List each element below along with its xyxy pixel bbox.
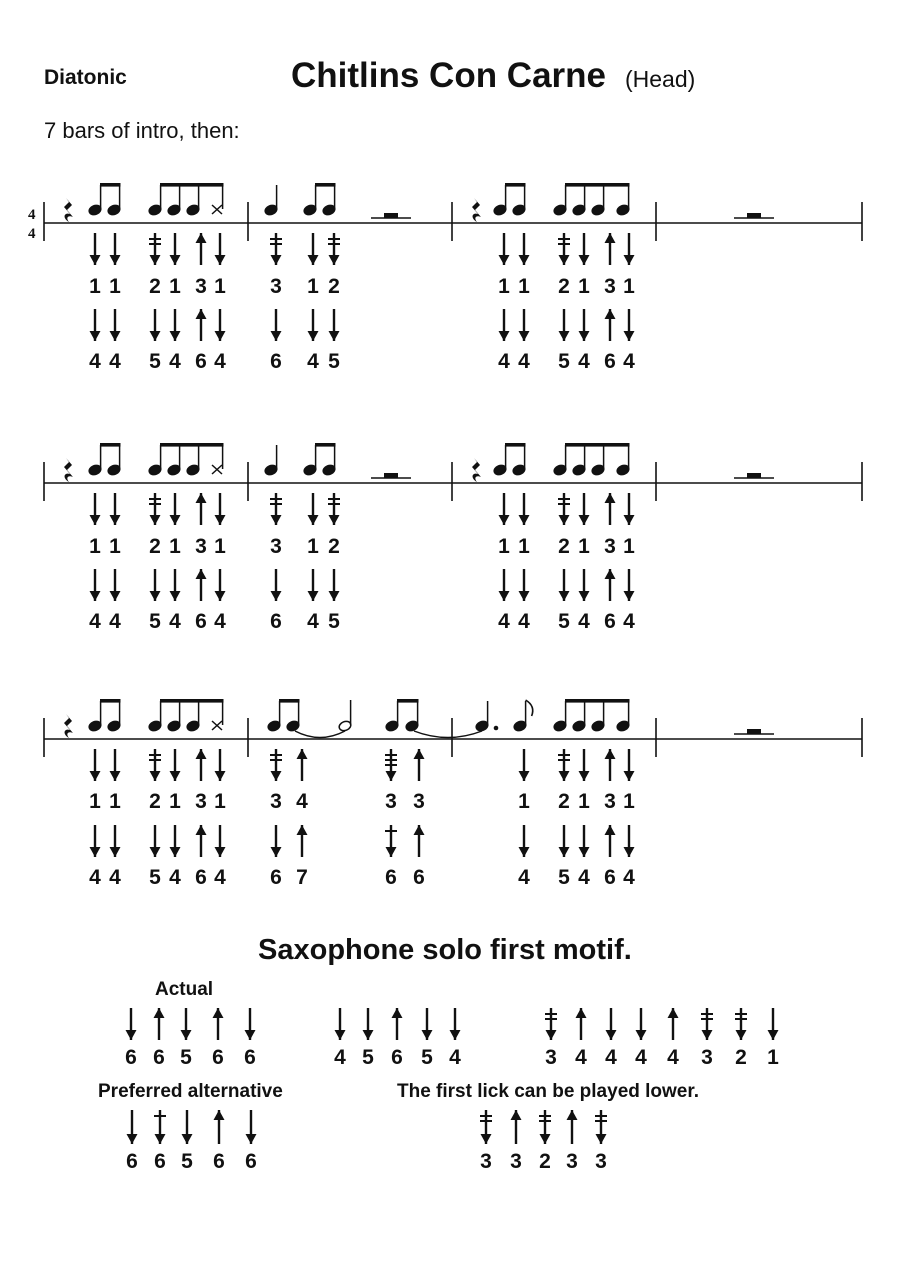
tab-arrows bbox=[90, 233, 779, 1144]
tab-number: 3 bbox=[413, 790, 425, 813]
draw-arrow bbox=[308, 569, 319, 601]
solo-tab-number: 6 bbox=[154, 1150, 166, 1173]
tab-number: 4 bbox=[109, 350, 121, 373]
tab-number: 1 bbox=[89, 275, 101, 298]
tab-number: 3 bbox=[270, 535, 282, 558]
draw-arrow bbox=[110, 825, 121, 857]
tab-number: 4 bbox=[518, 866, 530, 889]
tab-number: 3 bbox=[604, 790, 616, 813]
draw-arrow bbox=[170, 493, 181, 525]
tab-number: 4 bbox=[578, 350, 590, 373]
draw-arrow bbox=[335, 1008, 346, 1040]
note-beam bbox=[100, 443, 121, 447]
note-beam bbox=[505, 443, 526, 447]
draw-arrow-bend-2 bbox=[558, 749, 570, 781]
solo-heading: Saxophone solo first motif. bbox=[258, 934, 632, 966]
solo-tab-number: 5 bbox=[421, 1046, 433, 1069]
draw-arrow bbox=[90, 569, 101, 601]
quarter-rest bbox=[472, 458, 481, 482]
tab-number: 7 bbox=[296, 866, 308, 889]
draw-arrow-bend-2 bbox=[270, 493, 282, 525]
tab-number: 4 bbox=[623, 866, 635, 889]
draw-arrow-bend-2 bbox=[328, 493, 340, 525]
draw-arrow bbox=[579, 493, 590, 525]
tab-number: 4 bbox=[89, 866, 101, 889]
note-beam bbox=[160, 699, 224, 703]
quarter-rest bbox=[64, 198, 73, 222]
draw-arrow bbox=[624, 493, 635, 525]
draw-arrow bbox=[636, 1008, 647, 1040]
draw-arrow bbox=[126, 1008, 137, 1040]
note-beam bbox=[565, 443, 630, 447]
draw-arrow bbox=[519, 749, 530, 781]
draw-arrow-bend-2 bbox=[545, 1008, 557, 1040]
tab-number: 4 bbox=[578, 610, 590, 633]
blow-arrow bbox=[196, 309, 207, 341]
tab-number: 1 bbox=[169, 790, 181, 813]
note-beam bbox=[315, 443, 336, 447]
draw-arrow bbox=[422, 1008, 433, 1040]
draw-arrow bbox=[90, 493, 101, 525]
note-beam bbox=[315, 183, 336, 187]
blow-arrow bbox=[511, 1110, 522, 1144]
draw-arrow bbox=[768, 1008, 779, 1040]
solo-tab-number: 4 bbox=[635, 1046, 647, 1069]
tab-number: 1 bbox=[623, 275, 635, 298]
draw-arrow bbox=[271, 825, 282, 857]
bar-rest bbox=[747, 729, 761, 734]
intro-text: 7 bars of intro, then: bbox=[44, 118, 240, 143]
blow-arrow bbox=[605, 569, 616, 601]
tab-number: 2 bbox=[149, 275, 161, 298]
tab-number: 1 bbox=[89, 790, 101, 813]
draw-arrow bbox=[215, 233, 226, 265]
blow-arrow bbox=[605, 749, 616, 781]
tab-number: 3 bbox=[195, 275, 207, 298]
tab-number: 4 bbox=[623, 610, 635, 633]
tab-number: 1 bbox=[623, 535, 635, 558]
blow-arrow bbox=[414, 749, 425, 781]
solo-tab-number: 4 bbox=[449, 1046, 461, 1069]
time-signature-bottom: 4 bbox=[28, 226, 36, 242]
solo-tab-number: 4 bbox=[575, 1046, 587, 1069]
quarter-rest bbox=[64, 714, 73, 738]
note-beam bbox=[100, 183, 121, 187]
tab-number: 1 bbox=[214, 790, 226, 813]
draw-arrow-bend-1 bbox=[154, 1110, 166, 1144]
note-beam bbox=[100, 699, 121, 703]
tab-number: 4 bbox=[169, 350, 181, 373]
tie bbox=[414, 731, 482, 738]
draw-arrow bbox=[110, 493, 121, 525]
preferred-alternative-label: Preferred alternative bbox=[98, 1081, 283, 1102]
draw-arrow-bend-2 bbox=[701, 1008, 713, 1040]
tab-number: 1 bbox=[578, 275, 590, 298]
tab-number: 1 bbox=[498, 535, 510, 558]
blow-arrow bbox=[605, 233, 616, 265]
draw-arrow bbox=[624, 825, 635, 857]
tab-number: 3 bbox=[270, 275, 282, 298]
draw-arrow bbox=[90, 309, 101, 341]
solo-tab-number: 4 bbox=[334, 1046, 346, 1069]
draw-arrow bbox=[170, 309, 181, 341]
solo-tab-number: 3 bbox=[510, 1150, 522, 1173]
draw-arrow bbox=[519, 569, 530, 601]
draw-arrow bbox=[215, 825, 226, 857]
solo-tab-number: 6 bbox=[391, 1046, 403, 1069]
draw-arrow bbox=[127, 1110, 138, 1144]
solo-tab-number: 3 bbox=[480, 1150, 492, 1173]
solo-tab-number: 4 bbox=[667, 1046, 679, 1069]
draw-arrow bbox=[150, 309, 161, 341]
draw-arrow bbox=[90, 825, 101, 857]
blow-arrow bbox=[605, 825, 616, 857]
draw-arrow-bend-1 bbox=[385, 825, 397, 857]
draw-arrow bbox=[271, 309, 282, 341]
tab-number: 1 bbox=[578, 535, 590, 558]
draw-arrow bbox=[579, 825, 590, 857]
tab-number: 6 bbox=[604, 350, 616, 373]
tab-number: 5 bbox=[328, 610, 340, 633]
tab-number: 1 bbox=[307, 535, 319, 558]
tab-number: 1 bbox=[518, 790, 530, 813]
draw-arrow bbox=[579, 569, 590, 601]
time-signature-top: 4 bbox=[28, 207, 36, 223]
draw-arrow bbox=[559, 569, 570, 601]
tab-number: 4 bbox=[109, 866, 121, 889]
draw-arrow bbox=[215, 749, 226, 781]
draw-arrow-bend-2 bbox=[558, 233, 570, 265]
draw-arrow bbox=[579, 749, 590, 781]
blow-arrow bbox=[605, 309, 616, 341]
note-beam bbox=[397, 699, 419, 703]
solo-tab-number: 3 bbox=[566, 1150, 578, 1173]
tab-number: 1 bbox=[214, 275, 226, 298]
tab-number: 4 bbox=[214, 610, 226, 633]
tab-number: 5 bbox=[149, 610, 161, 633]
bar-rest bbox=[747, 213, 761, 218]
solo-tab-number: 6 bbox=[245, 1150, 257, 1173]
tab-number: 6 bbox=[604, 866, 616, 889]
draw-arrow bbox=[624, 233, 635, 265]
tab-number: 6 bbox=[270, 350, 282, 373]
draw-arrow bbox=[170, 569, 181, 601]
tab-number: 6 bbox=[604, 610, 616, 633]
solo-tab-number: 6 bbox=[153, 1046, 165, 1069]
note-beam bbox=[160, 183, 224, 187]
draw-arrow bbox=[215, 569, 226, 601]
staff-lines bbox=[44, 202, 862, 757]
draw-arrow-bend-2 bbox=[480, 1110, 492, 1144]
tab-number: 1 bbox=[109, 535, 121, 558]
tab-number: 1 bbox=[498, 275, 510, 298]
tab-number: 6 bbox=[413, 866, 425, 889]
solo-tab-number: 6 bbox=[212, 1046, 224, 1069]
tab-number: 4 bbox=[169, 610, 181, 633]
tab-number: 1 bbox=[518, 275, 530, 298]
actual-label: Actual bbox=[155, 979, 214, 1000]
bar-rest bbox=[384, 473, 398, 478]
blow-arrow bbox=[214, 1110, 225, 1144]
tab-number: 6 bbox=[270, 866, 282, 889]
draw-arrow bbox=[308, 233, 319, 265]
lower-lick-label: The first lick can be played lower. bbox=[397, 1081, 699, 1102]
solo-tab-number: 6 bbox=[126, 1150, 138, 1173]
bar-rest bbox=[747, 473, 761, 478]
blow-arrow bbox=[567, 1110, 578, 1144]
blow-arrow bbox=[213, 1008, 224, 1040]
blow-arrow bbox=[196, 825, 207, 857]
tab-number: 1 bbox=[214, 535, 226, 558]
draw-arrow bbox=[215, 309, 226, 341]
tab-number: 4 bbox=[623, 350, 635, 373]
draw-arrow bbox=[170, 825, 181, 857]
solo-tab-number: 2 bbox=[539, 1150, 551, 1173]
tab-number: 4 bbox=[109, 610, 121, 633]
draw-arrow bbox=[579, 233, 590, 265]
eighth-flag bbox=[526, 700, 533, 716]
tab-number: 4 bbox=[578, 866, 590, 889]
solo-tab-number: 6 bbox=[125, 1046, 137, 1069]
tab-number: 1 bbox=[578, 790, 590, 813]
draw-arrow bbox=[308, 309, 319, 341]
solo-tab-number: 3 bbox=[701, 1046, 713, 1069]
draw-arrow bbox=[579, 309, 590, 341]
tab-number: 4 bbox=[214, 866, 226, 889]
draw-arrow bbox=[150, 569, 161, 601]
draw-arrow-bend-3 bbox=[385, 749, 397, 781]
blow-arrow bbox=[297, 749, 308, 781]
tab-number: 5 bbox=[558, 866, 570, 889]
draw-arrow bbox=[150, 825, 161, 857]
blow-arrow bbox=[605, 493, 616, 525]
draw-arrow bbox=[624, 569, 635, 601]
tab-number: 2 bbox=[558, 535, 570, 558]
tab-number: 4 bbox=[89, 350, 101, 373]
draw-arrow bbox=[246, 1110, 257, 1144]
tab-number: 3 bbox=[270, 790, 282, 813]
tab-number: 5 bbox=[558, 610, 570, 633]
draw-arrow bbox=[519, 233, 530, 265]
draw-arrow bbox=[559, 309, 570, 341]
tab-number: 1 bbox=[169, 275, 181, 298]
tab-number: 5 bbox=[328, 350, 340, 373]
solo-tab-number: 2 bbox=[735, 1046, 747, 1069]
blow-arrow bbox=[154, 1008, 165, 1040]
bar-rest bbox=[384, 213, 398, 218]
page-label: Diatonic bbox=[44, 66, 127, 89]
tab-number: 6 bbox=[270, 610, 282, 633]
tab-number: 1 bbox=[89, 535, 101, 558]
draw-arrow bbox=[624, 749, 635, 781]
tab-number: 4 bbox=[307, 610, 319, 633]
blow-arrow bbox=[576, 1008, 587, 1040]
notation-symbols bbox=[64, 183, 774, 738]
tab-number: 4 bbox=[498, 610, 510, 633]
draw-arrow-bend-2 bbox=[558, 493, 570, 525]
solo-tab-number: 3 bbox=[545, 1046, 557, 1069]
tab-number: 3 bbox=[195, 790, 207, 813]
draw-arrow bbox=[499, 569, 510, 601]
blow-arrow bbox=[392, 1008, 403, 1040]
solo-tab-number: 5 bbox=[362, 1046, 374, 1069]
page-subtitle: (Head) bbox=[625, 66, 696, 92]
tab-number: 4 bbox=[214, 350, 226, 373]
draw-arrow bbox=[519, 825, 530, 857]
draw-arrow bbox=[110, 569, 121, 601]
tab-number: 3 bbox=[604, 535, 616, 558]
tab-number: 1 bbox=[518, 535, 530, 558]
draw-arrow bbox=[450, 1008, 461, 1040]
solo-tab-number: 4 bbox=[605, 1046, 617, 1069]
blow-arrow bbox=[196, 493, 207, 525]
tab-number: 1 bbox=[623, 790, 635, 813]
tab-number: 1 bbox=[169, 535, 181, 558]
tie bbox=[295, 731, 345, 738]
tab-number: 6 bbox=[385, 866, 397, 889]
tab-number: 3 bbox=[385, 790, 397, 813]
solo-tab-number: 5 bbox=[180, 1046, 192, 1069]
solo-tab-number: 3 bbox=[595, 1150, 607, 1173]
draw-arrow-bend-2 bbox=[595, 1110, 607, 1144]
note-beam bbox=[565, 183, 630, 187]
blow-arrow bbox=[414, 825, 425, 857]
solo-tab-number: 6 bbox=[213, 1150, 225, 1173]
draw-arrow bbox=[271, 569, 282, 601]
draw-arrow bbox=[90, 749, 101, 781]
draw-arrow bbox=[519, 309, 530, 341]
draw-arrow bbox=[110, 749, 121, 781]
draw-arrow-bend-2 bbox=[149, 493, 161, 525]
tab-number: 5 bbox=[558, 350, 570, 373]
solo-tab-number: 6 bbox=[244, 1046, 256, 1069]
dot bbox=[494, 726, 499, 731]
draw-arrow bbox=[499, 493, 510, 525]
draw-arrow bbox=[90, 233, 101, 265]
draw-arrow bbox=[245, 1008, 256, 1040]
draw-arrow bbox=[110, 233, 121, 265]
note-beam bbox=[505, 183, 526, 187]
draw-arrow bbox=[606, 1008, 617, 1040]
quarter-rest bbox=[64, 458, 73, 482]
blow-arrow bbox=[668, 1008, 679, 1040]
draw-arrow bbox=[363, 1008, 374, 1040]
tab-number: 5 bbox=[149, 866, 161, 889]
tab-number: 5 bbox=[149, 350, 161, 373]
blow-arrow bbox=[297, 825, 308, 857]
draw-arrow bbox=[308, 493, 319, 525]
tab-number: 2 bbox=[149, 535, 161, 558]
draw-arrow bbox=[519, 493, 530, 525]
draw-arrow bbox=[170, 233, 181, 265]
draw-arrow bbox=[559, 825, 570, 857]
draw-arrow bbox=[110, 309, 121, 341]
solo-tab-number: 5 bbox=[181, 1150, 193, 1173]
draw-arrow-bend-2 bbox=[270, 749, 282, 781]
tab-number: 1 bbox=[109, 790, 121, 813]
draw-arrow bbox=[181, 1008, 192, 1040]
draw-arrow bbox=[624, 309, 635, 341]
note-beam bbox=[279, 699, 300, 703]
tab-number: 1 bbox=[109, 275, 121, 298]
blow-arrow bbox=[196, 749, 207, 781]
draw-arrow-bend-2 bbox=[735, 1008, 747, 1040]
tab-number: 2 bbox=[558, 275, 570, 298]
solo-tab-number: 1 bbox=[767, 1046, 779, 1069]
draw-arrow bbox=[499, 309, 510, 341]
draw-arrow bbox=[329, 569, 340, 601]
draw-arrow-bend-2 bbox=[270, 233, 282, 265]
tab-number: 6 bbox=[195, 610, 207, 633]
tab-number: 4 bbox=[296, 790, 308, 813]
quarter-rest bbox=[472, 198, 481, 222]
note-beam bbox=[160, 443, 224, 447]
tab-number: 4 bbox=[498, 350, 510, 373]
tab-number: 3 bbox=[195, 535, 207, 558]
draw-arrow bbox=[499, 233, 510, 265]
tab-number: 4 bbox=[518, 350, 530, 373]
blow-arrow bbox=[196, 569, 207, 601]
tab-number: 2 bbox=[328, 275, 340, 298]
tab-number: 1 bbox=[307, 275, 319, 298]
draw-arrow-bend-2 bbox=[149, 233, 161, 265]
draw-arrow bbox=[182, 1110, 193, 1144]
tab-number: 2 bbox=[149, 790, 161, 813]
tab-number: 2 bbox=[558, 790, 570, 813]
draw-arrow bbox=[170, 749, 181, 781]
note-beam bbox=[565, 699, 630, 703]
tab-number: 4 bbox=[89, 610, 101, 633]
draw-arrow-bend-2 bbox=[149, 749, 161, 781]
draw-arrow-bend-2 bbox=[328, 233, 340, 265]
draw-arrow bbox=[329, 309, 340, 341]
draw-arrow bbox=[215, 493, 226, 525]
tab-number: 6 bbox=[195, 350, 207, 373]
tab-number: 6 bbox=[195, 866, 207, 889]
page-title: Chitlins Con Carne bbox=[291, 56, 607, 95]
tab-number: 4 bbox=[518, 610, 530, 633]
tab-number: 4 bbox=[307, 350, 319, 373]
tab-number: 3 bbox=[604, 275, 616, 298]
draw-arrow-bend-2 bbox=[539, 1110, 551, 1144]
blow-arrow bbox=[196, 233, 207, 265]
tab-number: 2 bbox=[328, 535, 340, 558]
tab-number: 4 bbox=[169, 866, 181, 889]
